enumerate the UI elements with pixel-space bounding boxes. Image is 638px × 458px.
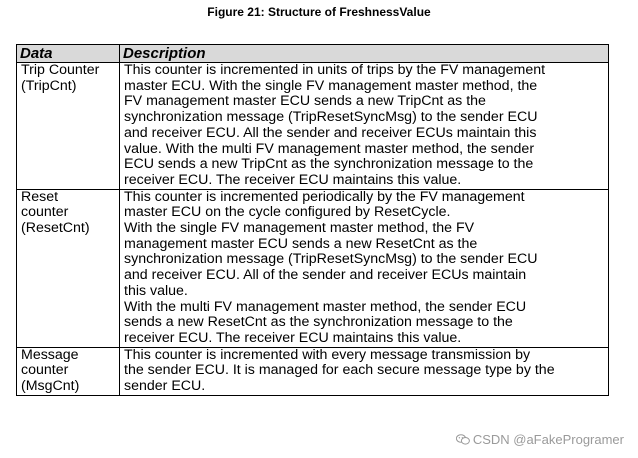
description-line: master ECU. With the single FV management master method, the <box>124 77 538 94</box>
description-line: With the single FV management master method, the FV <box>124 220 475 237</box>
data-line: Trip Counter <box>21 62 100 78</box>
data-line: Reset <box>21 188 59 205</box>
description-line: the sender ECU. It is managed for each secure message type by the <box>124 362 555 379</box>
watermark-text: CSDN @aFakeProgramer <box>472 432 624 447</box>
description-cell <box>120 63 609 190</box>
description-line: master ECU on the cycle configured by ResetCycle. <box>124 204 451 221</box>
description-line: synchronization message (TripResetSyncMsg) to the sender ECU <box>124 109 538 126</box>
csdn-watermark <box>456 432 624 447</box>
description-line: sends a new ResetCnt as the synchronization message to the <box>124 314 513 331</box>
data-line: counter <box>21 204 69 221</box>
description-line: this value. <box>124 282 188 299</box>
data-line: (ResetCnt) <box>21 220 90 237</box>
description-line: and receiver ECU. All the sender and receiver ECUs maintain this <box>124 124 537 141</box>
wechat-icon <box>456 434 470 445</box>
data-line: (MsgCnt) <box>21 378 80 395</box>
description-line: value. With the multi FV management master method, the sender <box>124 140 535 157</box>
data-line: (TripCnt) <box>21 77 77 94</box>
description-line: sender ECU. <box>124 378 206 395</box>
data-cell <box>17 189 120 347</box>
data-line: counter <box>21 362 69 379</box>
description-line: synchronization message (TripResetSyncMsg) to the sender ECU <box>124 251 538 268</box>
description-line: This counter is incremented in units of trips by the FV management <box>124 62 546 78</box>
description-line: receiver ECU. The receiver ECU maintains this value. <box>124 329 462 346</box>
table-row <box>17 189 609 347</box>
description-cell <box>120 189 609 347</box>
header-description: Description <box>120 45 609 63</box>
freshness-value-table <box>16 44 609 396</box>
description-cell <box>120 347 609 395</box>
data-line: Message <box>21 346 79 363</box>
description-line: management master ECU sends a new ResetCnt as the <box>124 235 478 252</box>
description-line: ECU sends a new TripCnt as the synchronization message to the <box>124 156 534 173</box>
description-line: FV management master ECU sends a new TripCnt as the <box>124 93 486 110</box>
table-header-row <box>17 45 609 63</box>
data-cell <box>17 63 120 190</box>
header-data: Data <box>17 45 120 63</box>
description-line: receiver ECU. The receiver ECU maintains this value. <box>124 171 462 188</box>
data-cell <box>17 347 120 395</box>
description-line: This counter is incremented periodically by the FV management <box>124 188 525 205</box>
description-line: With the multi FV management master method, the sender ECU <box>124 298 527 315</box>
description-line: This counter is incremented with every message transmission by <box>124 346 531 363</box>
figure-caption: Figure 21: Structure of FreshnessValue <box>207 5 431 19</box>
table-row <box>17 347 609 395</box>
description-line: and receiver ECU. All of the sender and receiver ECUs maintain <box>124 267 527 284</box>
table-row <box>17 63 609 190</box>
